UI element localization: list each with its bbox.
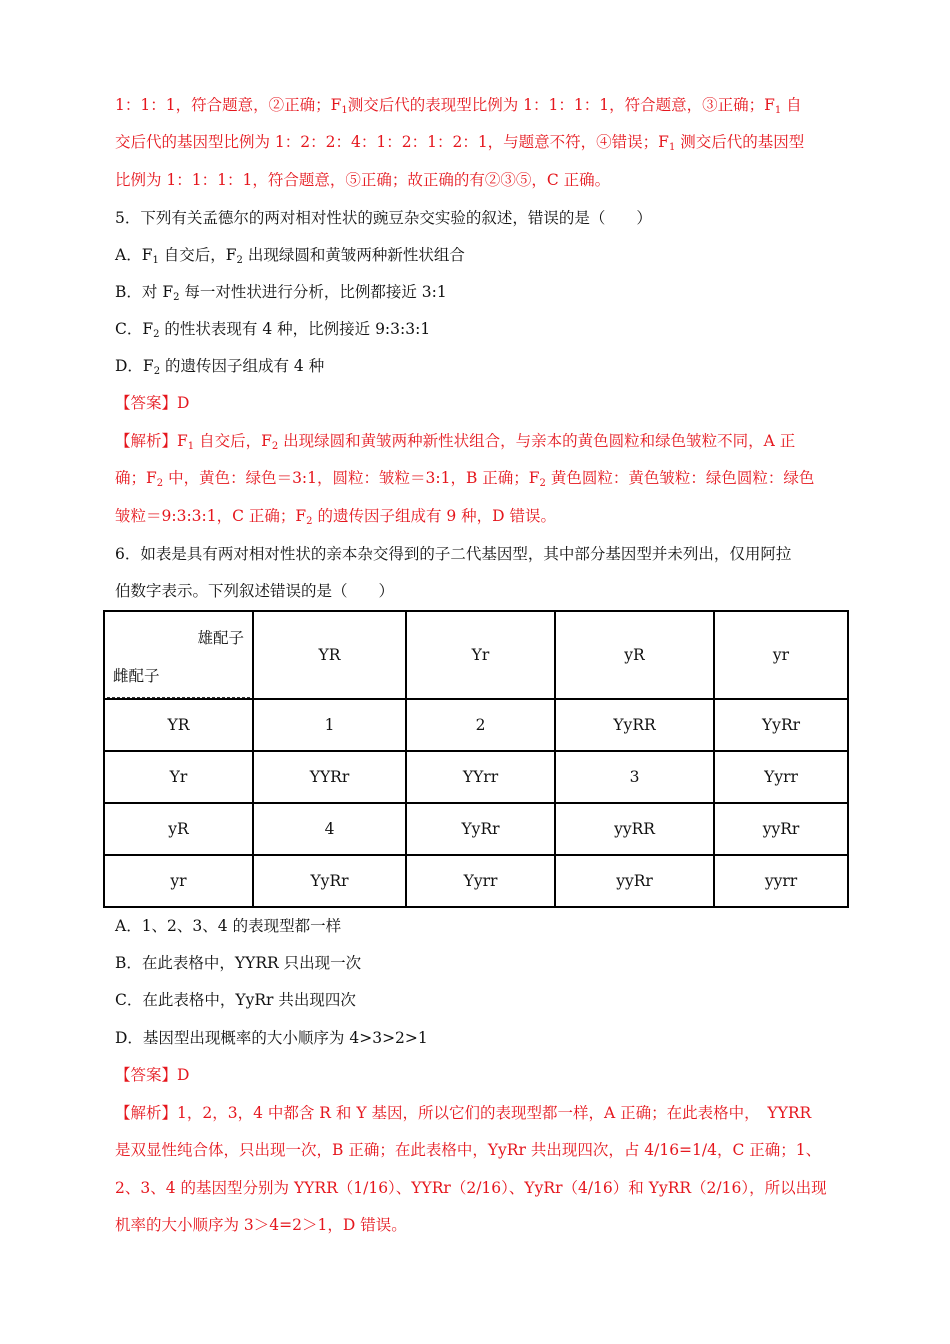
q5-analysis-line-2: 确；$F_2$ 中，黄色：绿色＝3:1，圆粒：皱粒＝3:1，B 正确；$F_2$ 黄色圆粒：黄色皱粒：绿色圆粒：绿色 bbox=[115, 469, 815, 489]
table-cell: 2 bbox=[406, 699, 555, 751]
row-header: yr bbox=[104, 855, 253, 907]
male-gamete-header: 雄配子 bbox=[197, 629, 244, 647]
punnett-table bbox=[103, 610, 849, 908]
column-header: YR bbox=[253, 611, 406, 699]
q6-analysis-line-4: 机率的大小顺序为 3＞4=2＞1，D 错误。 bbox=[115, 1216, 407, 1234]
row-header: yR bbox=[104, 803, 253, 855]
prev-explanation-line-3: 比例为 1：1：1：1，符合题意，⑤正确；故正确的有②③⑤，C 正确。 bbox=[115, 171, 611, 189]
q5-analysis-line-3: 皱粒＝9:3:3:1，C 正确；$F_2$ 的遗传因子组成有 9 种，D 错误。 bbox=[115, 507, 557, 527]
column-header: yR bbox=[555, 611, 714, 699]
q6-stem-line-1: 6．如表是具有两对相对性状的亲本杂交得到的子二代基因型，其中部分基因型并未列出，仅用阿拉 bbox=[115, 545, 792, 563]
table-cell: Yyrr bbox=[714, 751, 848, 803]
q6-stem-line-2: 伯数字表示。下列叙述错误的是（ ） bbox=[115, 582, 395, 600]
table-cell: yyRr bbox=[714, 803, 848, 855]
q6-analysis-line-2: 是双显性纯合体，只出现一次，B 正确；在此表格中，YyRr 共出现四次，占 4/16=1/4，C 正确；1、 bbox=[115, 1141, 822, 1159]
row-header: Yr bbox=[104, 751, 253, 803]
diagonal-divider bbox=[107, 697, 250, 698]
table-cell: YYRr bbox=[253, 751, 406, 803]
table-cell: Yyrr bbox=[406, 855, 555, 907]
q5-stem: 5．下列有关孟德尔的两对相对性状的豌豆杂交实验的叙述，错误的是（ ） bbox=[115, 209, 652, 227]
row-header: YR bbox=[104, 699, 253, 751]
q5-analysis-line-1: 【解析】$F_1$ 自交后，$F_2$ 出现绿圆和黄皱两种新性状组合，与亲本的黄色圆粒和绿色皱粒不同，A 正 bbox=[115, 432, 796, 452]
table-cell: YyRr bbox=[406, 803, 555, 855]
q6-option-a: A．1、2、3、4 的表现型都一样 bbox=[115, 917, 342, 935]
q6-option-d: D．基因型出现概率的大小顺序为 4>3>2>1 bbox=[115, 1029, 428, 1047]
table-row bbox=[104, 751, 848, 803]
female-gamete-header: 雌配子 bbox=[113, 667, 160, 685]
column-header: yr bbox=[714, 611, 848, 699]
q5-option-d: D．$F_2$ 的遗传因子组成有 4 种 bbox=[115, 357, 325, 377]
table-cell: YYrr bbox=[406, 751, 555, 803]
table-cell: YyRr bbox=[253, 855, 406, 907]
prev-explanation-line-1: 1：1：1，符合题意，②正确；$F_1$测交后代的表现型比例为 1：1：1：1，符合题意，③正确；$F_1$ 自 bbox=[115, 96, 802, 116]
q6-analysis-line-1: 【解析】1，2，3，4 中都含 R 和 Y 基因，所以它们的表现型都一样，A 正确；在此表格中， YYRR bbox=[115, 1104, 812, 1122]
table-cell: 4 bbox=[253, 803, 406, 855]
q6-answer: 【答案】D bbox=[115, 1066, 190, 1084]
table-cell: 1 bbox=[253, 699, 406, 751]
column-header: Yr bbox=[406, 611, 555, 699]
table-header-row bbox=[104, 611, 848, 699]
table-cell: yyRr bbox=[555, 855, 714, 907]
q6-option-c: C．在此表格中，YyRr 共出现四次 bbox=[115, 991, 356, 1009]
q5-answer: 【答案】D bbox=[115, 394, 190, 412]
q5-option-c: C．$F_2$ 的性状表现有 4 种，比例接近 9:3:3:1 bbox=[115, 320, 431, 340]
table-cell: YyRr bbox=[714, 699, 848, 751]
table-cell: 3 bbox=[555, 751, 714, 803]
table-cell: YyRR bbox=[555, 699, 714, 751]
q6-option-b: B．在此表格中，YYRR 只出现一次 bbox=[115, 954, 362, 972]
table-row bbox=[104, 803, 848, 855]
q5-option-a: A．$F_1$ 自交后，$F_2$ 出现绿圆和黄皱两种新性状组合 bbox=[115, 246, 465, 266]
table-row bbox=[104, 699, 848, 751]
q5-option-b: B．对 $F_2$ 每一对性状进行分析，比例都接近 3:1 bbox=[115, 283, 447, 303]
q6-analysis-line-3: 2、3、4 的基因型分别为 YYRR（1/16）、YYRr（2/16）、YyRr（4/16）和 YyRR（2/16），所以出现 bbox=[115, 1179, 827, 1197]
table-cell: yyrr bbox=[714, 855, 848, 907]
table-cell: yyRR bbox=[555, 803, 714, 855]
table-row bbox=[104, 855, 848, 907]
prev-explanation-line-2: 交后代的基因型比例为 1：2：2：4：1：2：1：2：1，与题意不符，④错误；$F_1$ 测交后代的基因型 bbox=[115, 133, 805, 153]
table-corner-cell bbox=[104, 611, 253, 699]
